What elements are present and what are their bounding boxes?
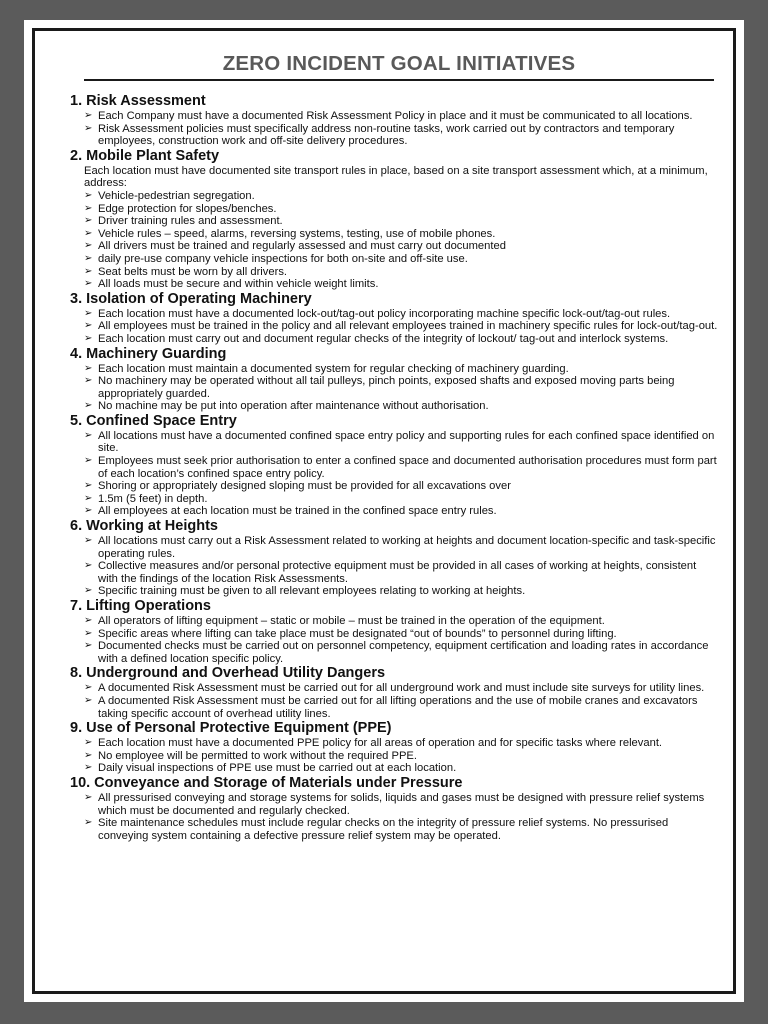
section <box>66 93 718 148</box>
list-item <box>84 628 718 641</box>
list-item-text: Each location must have a documented PPE policy for all areas of operation and for specific tasks where relevant. <box>98 737 663 750</box>
list-item-text: All employees at each location must be trained in the confined space entry rules. <box>98 505 497 518</box>
list-item-text: Seat belts must be worn by all drivers. <box>98 265 288 278</box>
list-item <box>84 737 718 750</box>
bullet-list <box>66 682 718 720</box>
bullet-list <box>66 737 718 775</box>
list-item <box>84 560 718 585</box>
page-title: ZERO INCIDENT GOAL INITIATIVES <box>222 52 576 75</box>
section <box>66 518 718 598</box>
arrow-bullet-icon: ➢ <box>84 480 93 492</box>
arrow-bullet-icon: ➢ <box>84 400 93 412</box>
arrow-bullet-icon: ➢ <box>84 749 93 761</box>
bullet-list <box>66 615 718 665</box>
list-item-text: No machine may be put into operation after maintenance without authorisation. <box>98 400 489 413</box>
document-body <box>66 93 718 842</box>
section-heading: 7. Lifting Operations <box>70 598 211 614</box>
list-item <box>84 750 718 763</box>
list-item <box>84 792 718 817</box>
bullet-list <box>66 430 718 518</box>
arrow-bullet-icon: ➢ <box>84 110 93 121</box>
document-page <box>24 20 744 1002</box>
list-item <box>84 203 718 216</box>
list-item-text: Each location must carry out and document regular checks of the integrity of lockout/ tag-out and interlock systems. <box>98 332 669 345</box>
list-item <box>84 535 718 560</box>
list-item-text: All employees must be trained in the policy and all relevant employees trained in machinery specific rules for lock-out/tag-out. <box>98 320 718 333</box>
list-item-text: 1.5m (5 feet) in depth. <box>98 492 208 505</box>
arrow-bullet-icon: ➢ <box>84 189 93 201</box>
list-item-text: All locations must have a documented confined space entry policy and supporting rules for each confined space identified on site. <box>98 429 715 455</box>
arrow-bullet-icon: ➢ <box>84 694 93 706</box>
arrow-bullet-icon: ➢ <box>84 375 93 387</box>
list-item-text: Vehicle rules – speed, alarms, reversing systems, testing, use of mobile phones. <box>98 227 496 240</box>
list-item-text: Risk Assessment policies must specifically address non-routine tasks, work carried out by contractors and temporary employees, construction work and off-site delivery procedures. <box>98 122 675 148</box>
arrow-bullet-icon: ➢ <box>84 265 93 277</box>
section <box>66 775 718 842</box>
section-heading: 5. Confined Space Entry <box>70 412 237 429</box>
list-item <box>84 695 718 720</box>
list-item <box>84 308 718 321</box>
arrow-bullet-icon: ➢ <box>84 240 93 252</box>
list-item-text: Documented checks must be carried out on personnel competency, equipment certification and loading rates in accordance with a defined location specific policy. <box>98 640 709 665</box>
arrow-bullet-icon: ➢ <box>84 627 93 639</box>
arrow-bullet-icon: ➢ <box>84 682 93 694</box>
list-item <box>84 505 718 518</box>
arrow-bullet-icon: ➢ <box>84 278 93 290</box>
list-item <box>84 253 718 266</box>
list-item <box>84 375 718 400</box>
list-item <box>84 430 718 455</box>
list-item-text: Daily visual inspections of PPE use must be carried out at each location. <box>98 762 457 775</box>
list-item-text: Each location must have a documented lock-out/tag-out policy incorporating machine specific lock-out/tag-out rules. <box>98 307 671 320</box>
bullet-list <box>66 792 718 842</box>
list-item-text: Shoring or appropriately designed sloping must be provided for all excavations over <box>98 480 511 493</box>
list-item <box>84 455 718 480</box>
arrow-bullet-icon: ➢ <box>84 762 93 774</box>
arrow-bullet-icon: ➢ <box>84 640 93 652</box>
section <box>66 413 718 518</box>
list-item <box>84 400 718 413</box>
section <box>66 720 718 775</box>
list-item <box>84 817 718 842</box>
list-item-text: All drivers must be trained and regularly assessed and must carry out documented <box>98 240 506 253</box>
list-item <box>84 266 718 279</box>
arrow-bullet-icon: ➢ <box>84 362 93 374</box>
arrow-bullet-icon: ➢ <box>84 332 93 344</box>
list-item-text: All pressurised conveying and storage systems for solids, liquids and gases must be designed with pressure relief systems which must be documented and regularly checked. <box>98 791 705 817</box>
list-item-text: No machinery may be operated without all tail pulleys, pinch points, exposed shafts and exposed moving parts being appropriately guarded. <box>98 375 675 400</box>
section-heading: 4. Machinery Guarding <box>70 345 227 362</box>
list-item <box>84 190 718 203</box>
arrow-bullet-icon: ➢ <box>84 455 93 467</box>
bullet-list <box>66 190 718 291</box>
bullet-list <box>66 535 718 598</box>
list-item <box>84 278 718 291</box>
arrow-bullet-icon: ➢ <box>84 429 93 441</box>
section-heading: 2. Mobile Plant Safety <box>70 147 220 164</box>
list-item <box>84 615 718 628</box>
list-item <box>84 585 718 598</box>
section-heading: 9. Use of Personal Protective Equipment (PPE) <box>70 720 392 737</box>
arrow-bullet-icon: ➢ <box>84 202 93 214</box>
section-intro: Each location must have documented site transport rules in place, based on a site transport assessment which, at a minimum, address: <box>84 164 708 190</box>
arrow-bullet-icon: ➢ <box>84 817 93 829</box>
list-item <box>84 333 718 346</box>
list-item <box>84 762 718 775</box>
arrow-bullet-icon: ➢ <box>84 737 93 749</box>
section <box>66 148 718 291</box>
section-heading: 6. Working at Heights <box>70 518 218 535</box>
list-item-text: Each Company must have a documented Risk Assessment Policy in place and it must be communicated to all locations. <box>98 110 693 122</box>
list-item <box>84 240 718 253</box>
list-item-text: All operators of lifting equipment – static or mobile – must be trained in the operation of the equipment. <box>98 615 605 627</box>
list-item <box>84 215 718 228</box>
section-heading: 10. Conveyance and Storage of Materials under Pressure <box>70 774 463 791</box>
bullet-list <box>66 110 718 148</box>
arrow-bullet-icon: ➢ <box>84 791 93 803</box>
section <box>66 346 718 413</box>
list-item-text: Site maintenance schedules must include regular checks on the integrity of pressure relief systems. No pressurised conveying system containing a defective pressure relief system may be operated. <box>98 817 669 842</box>
list-item-text: Each location must maintain a documented system for regular checking of machinery guarding. <box>98 362 569 375</box>
arrow-bullet-icon: ➢ <box>84 215 93 227</box>
arrow-bullet-icon: ➢ <box>84 535 93 547</box>
section-heading: 8. Underground and Overhead Utility Dangers <box>70 665 386 682</box>
list-item-text: Specific training must be given to all relevant employees relating to working at heights. <box>98 585 526 598</box>
list-item-text: daily pre-use company vehicle inspections for both on-site and off-site use. <box>98 252 468 265</box>
list-item <box>84 480 718 493</box>
arrow-bullet-icon: ➢ <box>84 252 93 264</box>
list-item-text: Driver training rules and assessment. <box>98 215 283 228</box>
section <box>66 665 718 720</box>
list-item <box>84 320 718 333</box>
list-item-text: All locations must carry out a Risk Assessment related to working at heights and document location-specific and task-specific operating rules. <box>98 535 716 560</box>
arrow-bullet-icon: ➢ <box>84 492 93 504</box>
arrow-bullet-icon: ➢ <box>84 320 93 332</box>
list-item <box>84 363 718 376</box>
bullet-list <box>66 308 718 346</box>
list-item-text: Edge protection for slopes/benches. <box>98 202 277 215</box>
arrow-bullet-icon: ➢ <box>84 227 93 239</box>
arrow-bullet-icon: ➢ <box>84 560 93 572</box>
section-heading: 1. Risk Assessment <box>70 93 206 109</box>
bullet-list <box>66 363 718 413</box>
list-item-text: A documented Risk Assessment must be carried out for all lifting operations and the use of mobile cranes and excavators taking specific account of overhead utility lines. <box>98 694 698 720</box>
list-item-text: Employees must seek prior authorisation to enter a confined space and documented authorisation procedures must form part of each location’s confined space entry policy. <box>98 455 717 480</box>
section-heading: 3. Isolation of Operating Machinery <box>70 290 312 307</box>
arrow-bullet-icon: ➢ <box>84 307 93 319</box>
list-item <box>84 640 718 665</box>
list-item <box>84 123 718 148</box>
arrow-bullet-icon: ➢ <box>84 615 93 626</box>
list-item <box>84 228 718 241</box>
list-item <box>84 110 718 123</box>
arrow-bullet-icon: ➢ <box>84 585 93 597</box>
section <box>66 291 718 346</box>
list-item-text: Specific areas where lifting can take place must be designated “out of bounds” to personnel during lifting. <box>98 627 617 640</box>
list-item-text: A documented Risk Assessment must be carried out for all underground work and must include site surveys for utility lines. <box>98 682 705 695</box>
list-item-text: All loads must be secure and within vehicle weight limits. <box>98 278 379 291</box>
arrow-bullet-icon: ➢ <box>84 122 93 134</box>
title-underline <box>84 79 714 81</box>
list-item-text: No employee will be permitted to work without the required PPE. <box>98 749 417 762</box>
section <box>66 598 718 665</box>
arrow-bullet-icon: ➢ <box>84 505 93 517</box>
list-item <box>84 682 718 695</box>
list-item <box>84 493 718 506</box>
list-item-text: Vehicle-pedestrian segregation. <box>98 189 255 202</box>
list-item-text: Collective measures and/or personal protective equipment must be provided in all cases of working at heights, consistent with the findings of the location Risk Assessments. <box>98 560 697 585</box>
